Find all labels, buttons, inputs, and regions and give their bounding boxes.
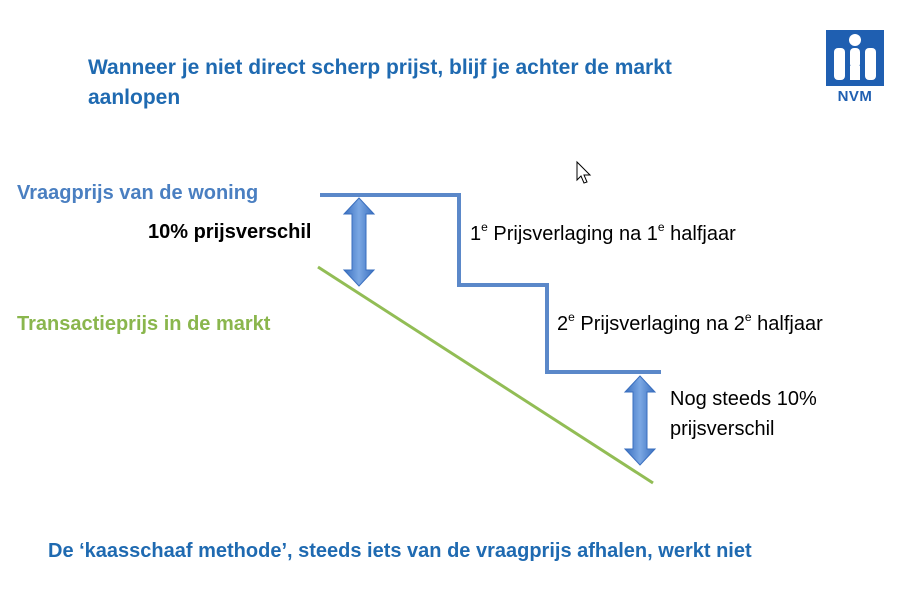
asking-price-step-line [320, 195, 661, 372]
reduction-1-num: 1 [470, 223, 482, 245]
asking-price-label: Vraagprijs van de woning [17, 182, 259, 204]
reduction-2-num: 2 [557, 313, 569, 335]
footer-conclusion: De ‘kaasschaaf methode’, steeds iets van de vraagprijs afhalen, werkt niet [48, 540, 752, 562]
logo-text: NVM [837, 88, 873, 105]
difference-label-2-line2: prijsverschil [670, 418, 775, 440]
reduction-2-sup2: e [744, 310, 752, 324]
reduction-1-mid: Prijsverlaging na 1 [487, 223, 658, 245]
difference-label-1: 10% prijsverschil [148, 221, 312, 243]
transaction-price-label: Transactieprijs in de markt [17, 313, 271, 335]
difference-label-2-line1: Nog steeds 10% [670, 388, 817, 410]
reduction-label-1 [470, 220, 736, 246]
reduction-2-mid: Prijsverlaging na 2 [574, 313, 745, 335]
difference-arrow-1 [344, 198, 374, 286]
market-price-line [318, 267, 653, 483]
page-title: Wanneer je niet direct scherp prijst, blijf je achter de markt aanlopen [88, 56, 672, 109]
reduction-1-sup2: e [657, 220, 665, 234]
reduction-1-sup: e [481, 220, 488, 234]
mouse-cursor-icon [577, 162, 590, 183]
reduction-label-2 [557, 310, 823, 336]
difference-arrow-2 [625, 376, 655, 465]
reduction-2-end: halfjaar [751, 313, 823, 335]
reduction-2-sup: e [568, 310, 575, 324]
reduction-1-end: halfjaar [664, 223, 736, 245]
